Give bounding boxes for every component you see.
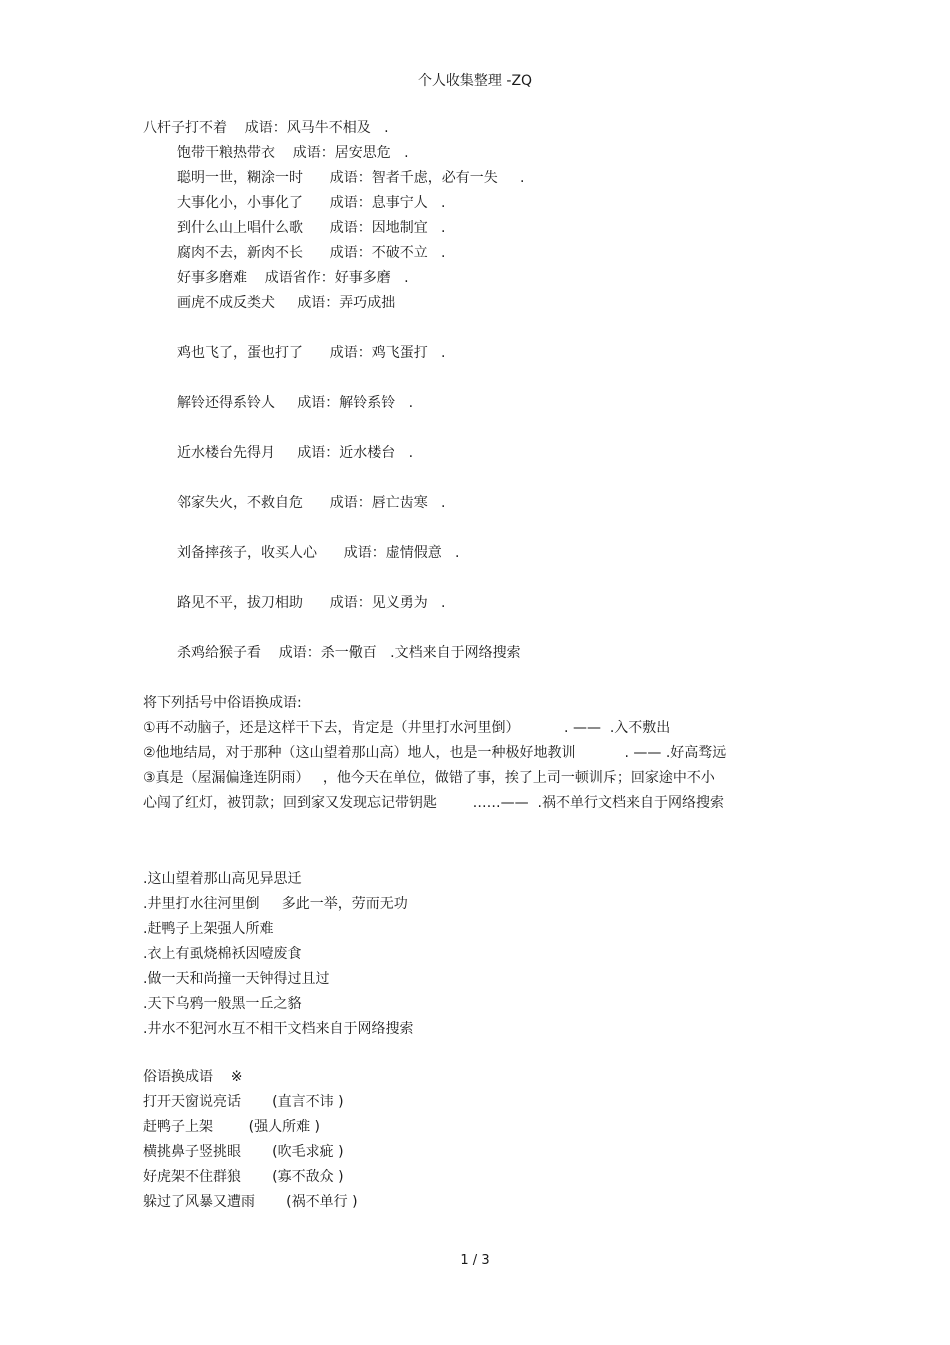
pair-line: 画虎不成反类犬 成语：弄巧成拙 <box>177 295 396 311</box>
exercise-item: 心闯了红灯，被罚款；回到家又发现忘记带钥匙 ……—— .祸不单行文档来自于网络搜索 <box>143 795 724 811</box>
proverb-line: .这山望着那山高见异思迁 <box>143 871 302 887</box>
section2-item: 打开天窗说亮话 (直言不讳 ) <box>143 1094 344 1110</box>
proverb-line: .赶鸭子上架强人所难 <box>143 921 274 937</box>
section2-title: 俗语换成语 ※ <box>143 1069 243 1085</box>
pair-line: 大事化小，小事化了 成语：息事宁人 . <box>177 195 446 211</box>
pair-line: 鸡也飞了，蛋也打了 成语：鸡飞蛋打 . <box>177 345 446 361</box>
page-header: 个人收集整理 -ZQ <box>417 73 533 89</box>
intro-line: 八杆子打不着 成语：风马牛不相及 . <box>143 120 389 136</box>
exercise-title: 将下列括号中俗语换成语: <box>143 695 302 711</box>
section2-item: 赶鸭子上架 (强人所难 ) <box>143 1119 320 1135</box>
proverb-line: .井里打水往河里倒 多此一举，劳而无功 <box>143 896 408 912</box>
pair-line: 路见不平，拔刀相助 成语：见义勇为 . <box>177 595 446 611</box>
page-number: 1 / 3 <box>460 1253 490 1268</box>
exercise-item: ②他地结局，对于那种（这山望着那山高）地人，也是一种极好地教训 . —— .好高骛远 <box>143 745 727 761</box>
pair-line: 好事多磨难 成语省作：好事多磨 . <box>177 270 409 286</box>
pair-line: 邻家失火，不救自危 成语：唇亡齿寒 . <box>177 495 446 511</box>
section2-item: 横挑鼻子竖挑眼 (吹毛求疵 ) <box>143 1144 344 1160</box>
section2-item: 躲过了风暴又遭雨 (祸不单行 ) <box>143 1194 358 1210</box>
pair-line: 刘备摔孩子，收买人心 成语：虚情假意 . <box>177 545 460 561</box>
proverb-line: .衣上有虱烧棉袄因噎废食 <box>143 946 302 962</box>
pair-line: 聪明一世，糊涂一时 成语：智者千虑，必有一失 . <box>177 170 525 186</box>
exercise-item: ③真是（屋漏偏逢连阴雨） ，他今天在单位，做错了事，挨了上司一顿训斥；回家途中不小 <box>143 770 715 786</box>
pair-line: 杀鸡给猴子看 成语：杀一儆百 .文档来自于网络搜索 <box>177 645 521 661</box>
section2-item: 好虎架不住群狼 (寡不敌众 ) <box>143 1169 344 1185</box>
proverb-line: .做一天和尚撞一天钟得过且过 <box>143 971 330 987</box>
pair-line: 饱带干粮热带衣 成语：居安思危 . <box>177 145 409 161</box>
pair-line: 近水楼台先得月 成语：近水楼台 . <box>177 445 414 461</box>
exercise-item: ①再不动脑子，还是这样干下去，肯定是（井里打水河里倒） . —— .入不敷出 <box>143 720 671 736</box>
pair-line: 解铃还得系铃人 成语：解铃系铃 . <box>177 395 414 411</box>
proverb-line: .天下乌鸦一般黑一丘之貉 <box>143 996 302 1012</box>
pair-line: 到什么山上唱什么歌 成语：因地制宜 . <box>177 220 446 236</box>
proverb-line: .井水不犯河水互不相干文档来自于网络搜索 <box>143 1021 414 1037</box>
pair-line: 腐肉不去，新肉不长 成语：不破不立 . <box>177 245 446 261</box>
